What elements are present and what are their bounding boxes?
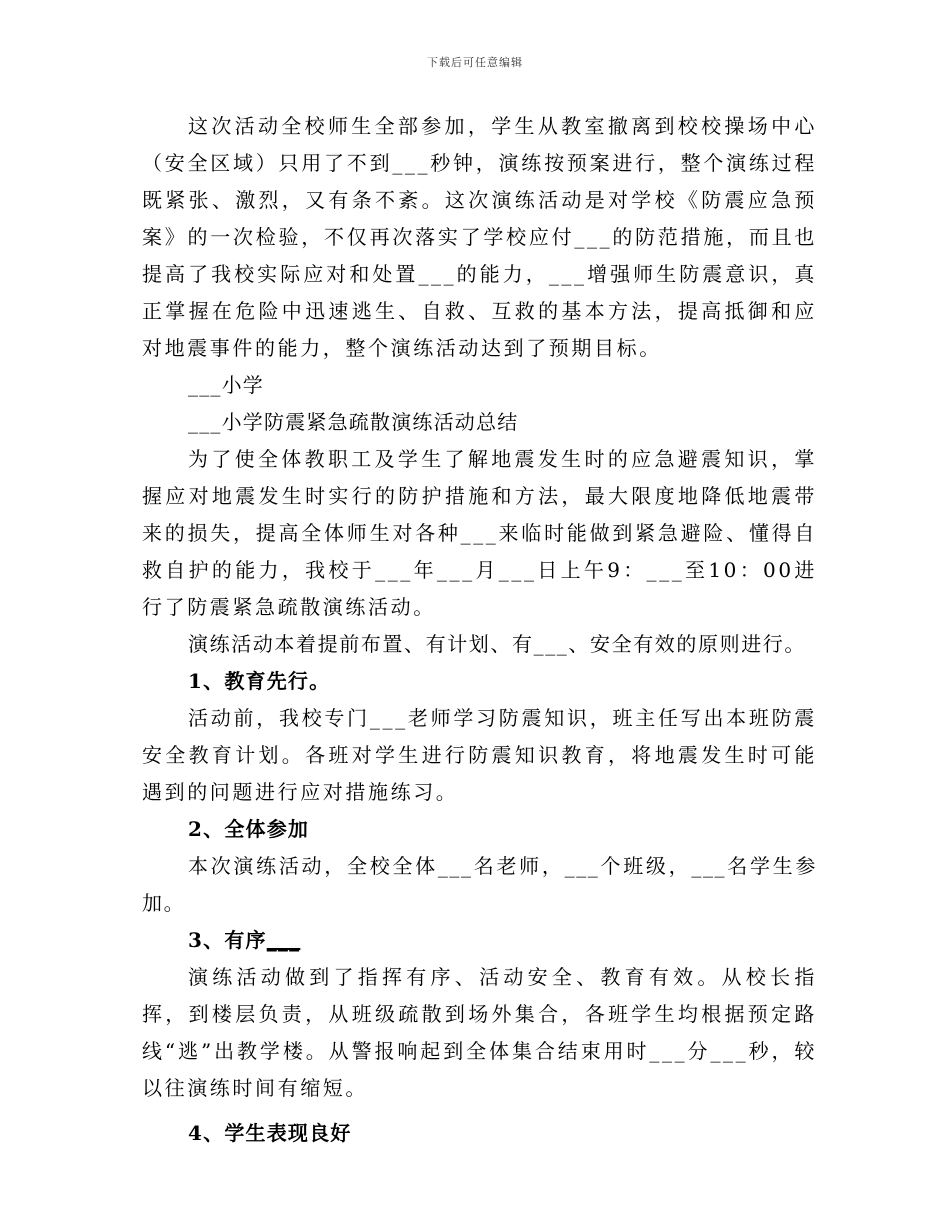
page-header: 下载后可任意编辑	[427, 56, 523, 69]
section-heading-2: 2、全体参加	[188, 817, 310, 841]
paragraph-participation: 本次演练活动，全校全体___名老师，___个班级，___名学生参加。	[142, 854, 817, 915]
section-heading-3-text: 3、有序	[188, 928, 267, 952]
section-heading-3	[142, 922, 817, 959]
paragraph-order: 演练活动做到了指挥有序、活动安全、教育有效。从校长指挥，到楼层负责，从班级疏散到场外集合，各班学生均根据预定路线“逃”出教学楼。从警报响起到全体集合结束用时___分___秒，较以往演练时间有缩短。	[142, 965, 817, 1100]
section-heading-3-blank: ___	[266, 928, 301, 952]
paragraph-drill-summary: 这次活动全校师生全部参加，学生从教室撤离到校校操场中心（安全区域）只用了不到___秒钟，演练按预案进行，整个演练过程既紧张、激烈，又有条不紊。这次演练活动是对学校《防震应急预案》的一次检验，不仅再次落实了学校应付___的防范措施，而且也提高了我校实际应对和处置___的能力，___增强师生防震意识，真正掌握在危险中迅速逃生、自救、互救的基本方法，提高抵御和应对地震事件的能力，整个演练活动达到了预期目标。	[142, 114, 817, 360]
document-title-line: ___小学防震紧急疏散演练活动总结	[188, 410, 519, 434]
document-body	[142, 108, 817, 1152]
paragraph-principle: 演练活动本着提前布置、有计划、有___、安全有效的原则进行。	[188, 632, 806, 656]
section-heading-1: 1、教育先行。	[188, 669, 331, 693]
section-heading-4: 4、学生表现良好	[188, 1121, 352, 1145]
paragraph-purpose: 为了使全体教职工及学生了解地震发生时的应急避震知识，掌握应对地震发生时实行的防护措施和方法，最大限度地降低地震带来的损失，提高全体师生对各种___来临时能做到紧急避险、懂得自救自护的能力，我校于___年___月___日上午9：___至10：00进行了防震紧急疏散演练活动。	[142, 447, 817, 619]
school-name-line: ___小学	[188, 373, 264, 397]
paragraph-education: 活动前，我校专门___老师学习防震知识，班主任写出本班防震安全教育计划。各班对学生进行防震知识教育，将地震发生时可能遇到的问题进行应对措施练习。	[142, 706, 817, 804]
